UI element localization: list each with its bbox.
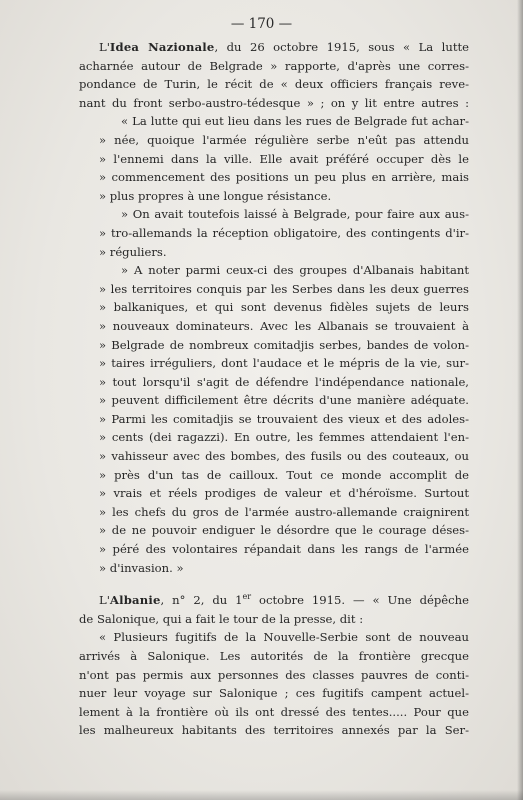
text-line: » nouveaux dominateurs. Avec les Albanais se trouvaient à bbox=[99, 318, 469, 333]
text-line: » les territoires conquis par les Serbes dans les deux guerres bbox=[99, 281, 469, 296]
page-bottom-shadow bbox=[0, 790, 523, 800]
text-line: arrivés à Salonique. Les autorités de la frontière grecque bbox=[79, 649, 469, 663]
text-line: nuer leur voyage sur Salonique ; ces fugitifs campent actuel- bbox=[79, 686, 469, 701]
text-line: » vahisseur avec des bombes, des fusils ou des couteaux, ou bbox=[99, 449, 469, 464]
text-line: » plus propres à une longue résistance. bbox=[99, 188, 332, 203]
text-line: lement à la frontière où ils ont dressé des tentes..... Pour que bbox=[79, 704, 469, 719]
ordinal-superscript: er bbox=[242, 592, 252, 602]
text-line: » Parmi les comitadjis se trouvaient des vieux et des adoles- bbox=[99, 411, 469, 426]
paragraph-gap bbox=[79, 577, 469, 591]
text-line: » d'invasion. » bbox=[99, 560, 184, 575]
text-line: » péré des volontaires répandait dans les rangs de l'armée bbox=[99, 542, 469, 557]
text-line: » de ne pouvoir endiguer le désordre que le courage déses- bbox=[99, 523, 469, 538]
text-line: acharnée autour de Belgrade » rapporte, d'après une corres- bbox=[79, 58, 469, 73]
text-line: nant du front serbo-austro-tédesque » ; on y lit entre autres : bbox=[79, 95, 469, 110]
text-line: » réguliers. bbox=[99, 244, 167, 259]
text-line: pondance de Turin, le récit de « deux officiers français reve- bbox=[79, 77, 469, 92]
text-line: « La lutte qui eut lieu dans les rues de Belgrade fut achar- bbox=[121, 114, 469, 129]
text-line: » commencement des positions un peu plus en arrière, mais bbox=[99, 170, 469, 185]
text-line: » tro-allemands la réception obligatoire, des contingents d'ir- bbox=[99, 225, 469, 240]
text-line: » balkaniques, et qui sont devenus fidèles sujets de leurs bbox=[99, 300, 469, 315]
text-line: de Salonique, qui a fait le tour de la presse, dit : bbox=[79, 611, 364, 626]
text-line: » née, quoique l'armée régulière serbe n'eût pas attendu bbox=[99, 132, 469, 147]
text-line: » peuvent difficilement être décrits d'une manière adéquate. bbox=[99, 393, 469, 408]
text-line: les malheureux habitants des territoires annexés par la Ser- bbox=[79, 723, 469, 738]
newspaper-name: Idea Nazionale bbox=[109, 40, 215, 54]
text-line: » Belgrade de nombreux comitadjis serbes, bandes de volon- bbox=[99, 337, 469, 352]
text-line: L'Idea Nazionale, du 26 octobre 1915, sous « La lutte bbox=[99, 40, 469, 54]
page-number: — 170 — bbox=[230, 16, 293, 32]
page-body bbox=[79, 38, 469, 740]
text-line: L'Albanie, n° 2, du 1er octobre 1915. — « Une dépêche bbox=[99, 592, 469, 608]
text-line: n'ont pas permis aux personnes des classes pauvres de conti- bbox=[79, 667, 469, 682]
text-line: » vrais et réels prodiges de valeur et d'héroïsme. Surtout bbox=[99, 486, 469, 501]
text-line: » près d'un tas de cailloux. Tout ce monde accomplit de bbox=[99, 467, 469, 482]
text-line: « Plusieurs fugitifs de la Nouvelle-Serbie sont de nouveau bbox=[99, 630, 469, 645]
text-line: » l'ennemi dans la ville. Elle avait préféré occuper dès le bbox=[99, 151, 469, 166]
page-edge-shadow bbox=[517, 0, 523, 800]
text-line: » A noter parmi ceux-ci des groupes d'Albanais habitant bbox=[121, 263, 469, 278]
text-line: » On avait toutefois laissé à Belgrade, pour faire aux aus- bbox=[121, 207, 469, 222]
text-line: » taires irréguliers, dont l'audace et le mépris de la vie, sur- bbox=[99, 356, 469, 371]
text-line: » cents (dei ragazzi). En outre, les femmes attendaient l'en- bbox=[99, 430, 469, 445]
text-line: » tout lorsqu'il s'agit de défendre l'indépendance nationale, bbox=[99, 374, 469, 389]
text-line: » les chefs du gros de l'armée austro-allemande craignirent bbox=[99, 504, 469, 519]
newspaper-name: Albanie bbox=[109, 593, 161, 608]
